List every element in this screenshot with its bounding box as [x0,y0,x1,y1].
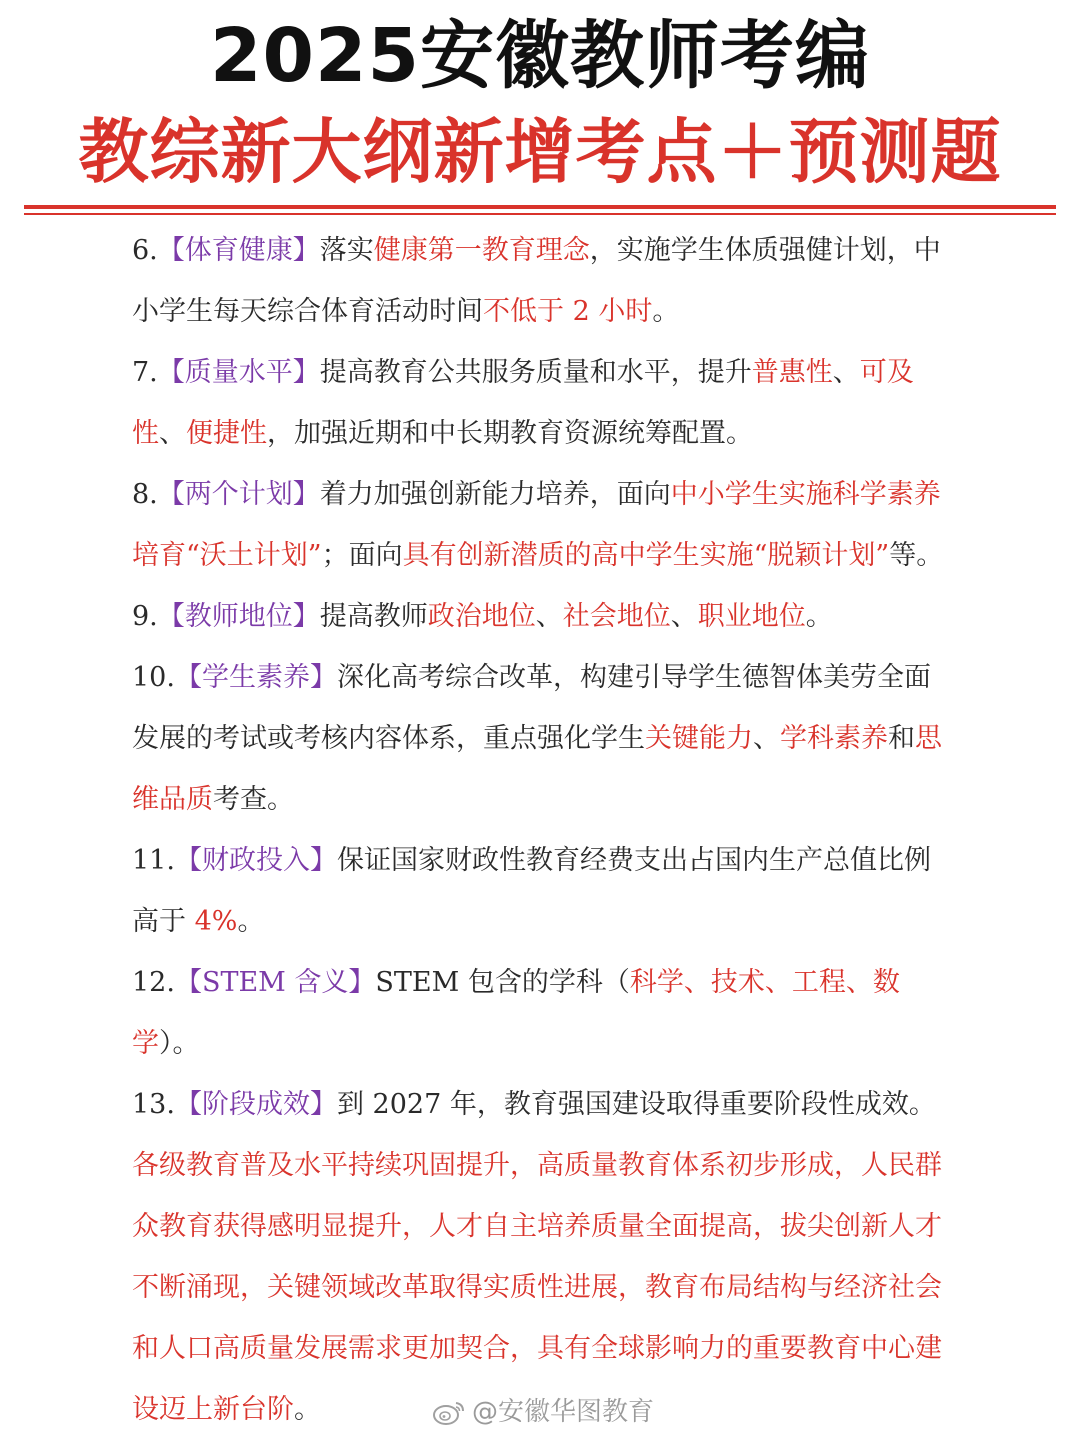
highlight-text: 学科素养 [780,723,888,754]
item-tag: 【财政投入】 [174,845,337,876]
body-text: 、 [159,418,186,449]
highlight-text: 不低于 2 小时 [483,296,653,327]
body-text: 。 [237,906,265,937]
highlight-text: 具有创新潜质的高中学生实施“脱颖计划” [402,540,890,571]
highlight-text: 普惠性 [751,357,833,388]
watermark [432,1392,654,1432]
page-subtitle: 教综新大纲新增考点＋预测题 [78,111,1002,193]
body-text: 、 [670,601,698,632]
item-number: 11. [132,845,175,876]
body-text: 落实 [319,235,374,266]
exam-point-item [132,647,950,830]
body-text: 。 [652,296,680,327]
highlight-text: 4% [194,906,238,937]
item-tag: 【教师地位】 [157,601,320,632]
item-tag: 【阶段成效】 [174,1089,337,1120]
body-text: 、 [832,357,860,388]
body-text: ，实施学生体质强健计划，中小学生每天综合体育活动时间 [132,235,941,327]
highlight-text: 关键能力 [645,723,753,754]
highlight-text: 社会地位 [562,601,671,632]
body-text: ）。 [159,1028,200,1059]
highlight-text: 职业地位 [697,601,806,632]
item-tag: 【两个计划】 [157,479,320,510]
highlight-text: 各级教育普及水平持续巩固提升，高质量教育体系初步形成，人民群众教育获得感明显提升，人才自主培养质量全面提高，拔尖创新人才不断涌现，关键领域改革取得实质性进展，教育布局结构与经济社会和人口高质量发展需求更加契合，具有全球影响力的重要教育中心建设迈上新台阶 [132,1150,942,1425]
item-number: 7. [132,357,158,388]
exam-point-item [132,342,950,464]
highlight-text: 便捷性 [186,418,267,449]
body-text: 和 [888,723,915,754]
divider-thick [24,205,1056,209]
body-text: ，加强近期和中长期教育资源统筹配置。 [267,418,753,449]
highlight-text: 中小学生实施科学素养培育“沃土计划” [132,479,941,571]
item-tag: 【质量水平】 [157,357,320,388]
highlight-text: 科学、技术、工程、数学 [132,967,900,1059]
item-number: 10. [132,662,175,693]
body-text: 提高教师 [319,601,428,632]
exam-point-item [132,220,950,342]
body-text: 考查。 [213,784,294,815]
highlight-text: 政治地位 [427,601,536,632]
body-text: 深化高考综合改革，构建引导学生德智体美劳全面发展的考试或考核内容体系，重点强化学生 [132,662,931,754]
body-text: 着力加强创新能力培养，面向 [319,479,671,510]
item-number: 12. [132,967,175,998]
body-text: ；面向 [321,540,403,571]
body-text: 、 [753,723,780,754]
item-tag: 【体育健康】 [157,235,320,266]
page-title: 2025安徽教师考编 [210,13,870,99]
exam-point-item [132,586,950,647]
item-number: 9. [132,601,158,632]
body-text: 保证国家财政性教育经费支出占国内生产总值比例高于 [132,845,931,937]
body-text: 提高教育公共服务质量和水平，提升 [319,357,752,388]
highlight-text: 可及性 [132,357,914,449]
item-tag: 【学生素养】 [174,662,337,693]
exam-point-item [132,830,950,952]
body-text: 、 [535,601,563,632]
body-text: 到 2027 年，教育强国建设取得重要阶段性成效。 [336,1089,936,1120]
watermark-text: @安徽华图教育 [472,1397,655,1427]
highlight-text: 健康第一教育理念 [373,235,590,266]
body-text: STEM 包含的学科（ [375,967,630,998]
body-text: 。 [805,601,833,632]
highlight-text: 思维品质 [132,723,942,815]
item-tag: 【STEM 含义】 [174,967,376,998]
exam-points-list [132,220,950,1440]
exam-point-item [132,464,950,586]
exam-point-item [132,1074,950,1440]
item-number: 6. [132,235,158,266]
item-number: 13. [132,1089,175,1120]
exam-point-item [132,952,950,1074]
body-text: 。 [294,1394,321,1425]
weibo-icon [432,1398,466,1426]
item-number: 8. [132,479,158,510]
divider-thin [24,213,1056,215]
body-text: 等。 [889,540,944,571]
